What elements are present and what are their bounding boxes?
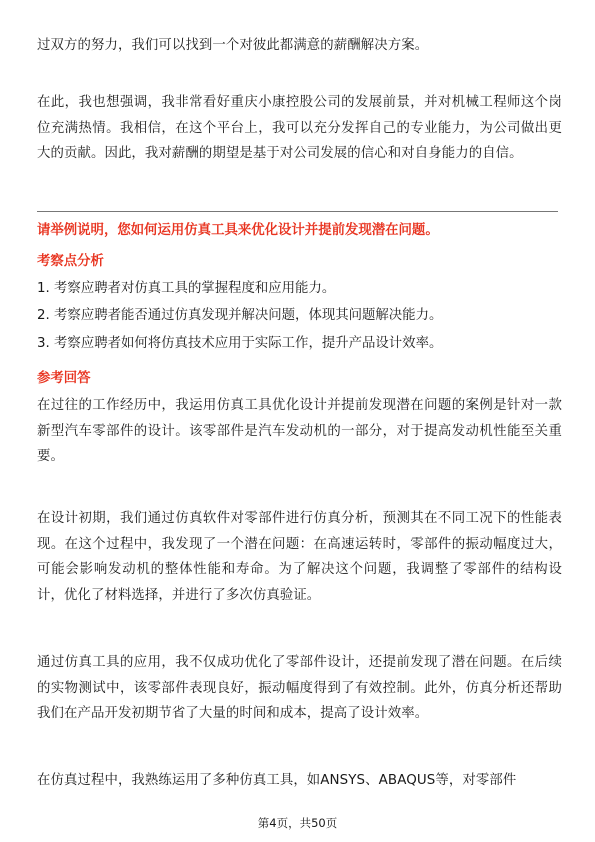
- answer-paragraph-2: 在设计初期，我们通过仿真软件对零部件进行仿真分析，预测其在不同工况下的性能表现。在这个过程中，我发现了一个潜在问题：在高速运转时，零部件的振动幅度过大，可能会影响发动机的整体性能和寿命。为了解决这个问题，我调整了零部件的结构设计，优化了材料选择，并进行了多次仿真验证。: [37, 511, 562, 603]
- answer-paragraph-1: 在过往的工作经历中，我运用仿真工具优化设计并提前发现潜在问题的案例是针对一款新型汽车零部件的设计。该零部件是汽车发动机的一部分，对于提高发动机性能至关重要。: [37, 398, 562, 464]
- analysis-point-3: 3. 考察应聘者如何将仿真技术应用于实际工作，提升产品设计效率。: [37, 336, 443, 351]
- analysis-point-2: 2. 考察应聘者能否通过仿真发现并解决问题，体现其问题解决能力。: [37, 308, 443, 323]
- page-footer: 第4页，共50页: [257, 816, 338, 830]
- section-divider: [37, 211, 558, 212]
- analysis-point-1: 1. 考察应聘者对仿真工具的掌握程度和应用能力。: [37, 281, 336, 296]
- answer-paragraph-3: 通过仿真工具的应用，我不仅成功优化了零部件设计，还提前发现了潜在问题。在后续的实物测试中，该零部件表现良好，振动幅度得到了有效控制。此外，仿真分析还帮助我们在产品开发初期节省了大量的时间和成本，提高了设计效率。: [37, 655, 562, 721]
- intro-paragraph-2: 在此，我也想强调，我非常看好重庆小康控股公司的发展前景，并对机械工程师这个岗位充满热情。我相信，在这个平台上，我可以充分发挥自己的专业能力，为公司做出更大的贡献。因此，我对薪酬的期望是基于对公司发展的信心和对自身能力的自信。: [37, 95, 562, 161]
- analysis-title: 考察点分析: [37, 254, 104, 269]
- interview-question: 请举例说明，您如何运用仿真工具来优化设计并提前发现潜在问题。: [37, 223, 439, 238]
- answer-paragraph-4: 在仿真过程中，我熟练运用了多种仿真工具，如ANSYS、ABAQUS等，对零部件: [37, 773, 517, 788]
- intro-paragraph-1: 过双方的努力，我们可以找到一个对彼此都满意的薪酬解决方案。: [37, 38, 429, 53]
- answer-title: 参考回答: [37, 371, 91, 386]
